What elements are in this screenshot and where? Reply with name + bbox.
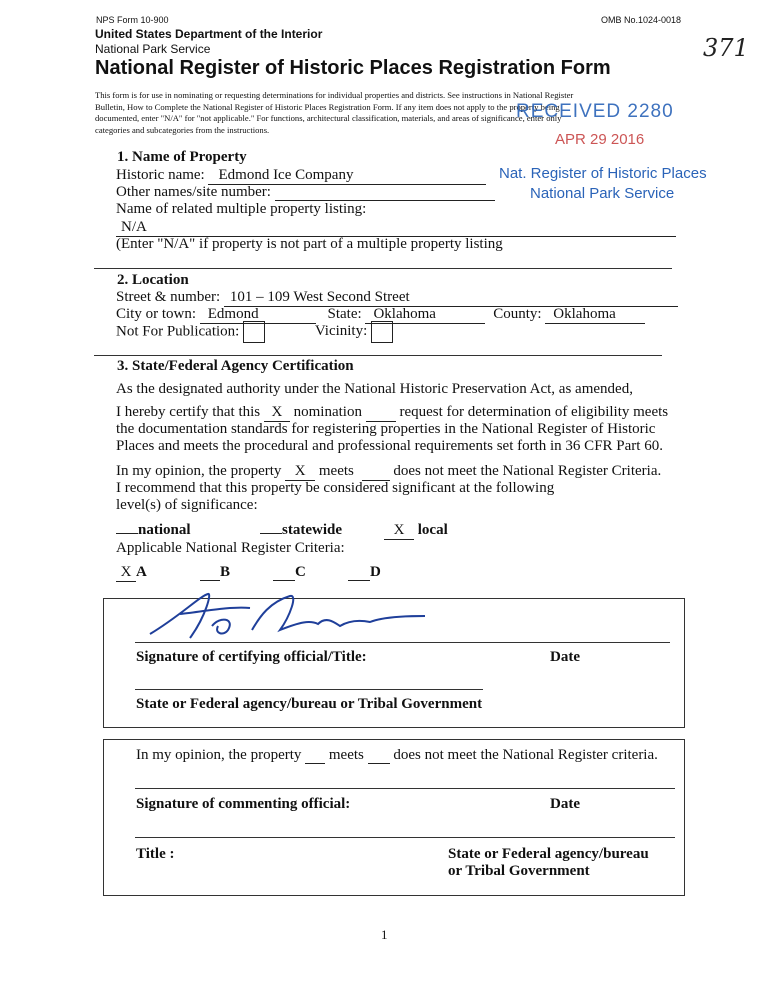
determination-label: request for determination of eligibility meets (399, 404, 669, 420)
signature-line (135, 642, 670, 643)
opinion-line (116, 463, 661, 481)
opinion-text: In my opinion, the property (116, 463, 282, 479)
multiple-listing-field[interactable]: N/A (116, 219, 676, 237)
section2-heading: 2. Location (117, 272, 189, 288)
comment-date-label: Date (550, 796, 580, 812)
city-field[interactable]: Edmond (200, 306, 316, 324)
page-number: 1 (381, 927, 388, 942)
not-for-publication-label: Not For Publication: (116, 323, 240, 340)
comment-signature-line (135, 788, 675, 789)
comment-agency-line2: or Tribal Government (448, 863, 590, 879)
received-stamp: RECEIVED 2280 (516, 101, 674, 122)
historic-name-row (116, 167, 486, 185)
comment-does-not-meet-label: does not meet the National Register criteria. (393, 747, 658, 763)
street-label: Street & number: (116, 289, 221, 305)
criterion-d[interactable] (348, 564, 381, 581)
vicinity-checkbox[interactable] (371, 321, 393, 343)
meets-mark[interactable]: X (285, 463, 315, 481)
other-names-field[interactable] (275, 184, 495, 201)
state-field[interactable]: Oklahoma (365, 306, 485, 324)
does-not-meet-mark[interactable] (362, 466, 390, 481)
comment-meets-label: meets (328, 747, 364, 763)
service-name: National Park Service (95, 42, 211, 56)
street-row (116, 289, 678, 307)
agency-line (135, 689, 483, 690)
comment-title-line (135, 837, 675, 838)
section1-heading: 1. Name of Property (117, 149, 247, 165)
signature-image (140, 586, 430, 646)
handwritten-number: 371 (703, 34, 749, 62)
criterion-b[interactable] (200, 564, 230, 581)
stamp-service-line: National Park Service (530, 185, 675, 202)
comment-does-not-meet-mark[interactable] (368, 749, 390, 764)
national-mark[interactable] (116, 533, 138, 534)
stamp-register-line: Nat. Register of Historic Places (499, 165, 707, 182)
national-label: national (138, 522, 191, 538)
omb-number: OMB No.1024-0018 (601, 15, 682, 25)
criterion-d-label: D (370, 564, 381, 580)
nomination-mark[interactable]: X (264, 404, 290, 422)
level-text: level(s) of significance: (116, 497, 258, 513)
comment-opinion-text: In my opinion, the property (136, 747, 302, 763)
multiple-listing-label: Name of related multiple property listing: (116, 201, 367, 217)
recommend-text: I recommend that this property be considered significant at the following (116, 480, 555, 496)
vicinity-label: Vicinity: (314, 323, 368, 340)
determination-mark[interactable] (366, 407, 396, 422)
comment-meets-mark[interactable] (305, 749, 325, 764)
form-number: NPS Form 10-900 (96, 15, 169, 25)
instructions-line: categories and subcategories from the instructions. (95, 124, 270, 135)
instructions-line: This form is for use in nominating or requesting determinations for individual properties and districts. See instructions in National Register (95, 90, 574, 100)
statewide-label: statewide (282, 522, 342, 538)
other-names-row (116, 184, 495, 201)
level-national[interactable] (116, 522, 191, 539)
publication-row (116, 321, 393, 343)
historic-name-field[interactable]: Edmond Ice Company (208, 167, 486, 185)
meets-label: meets (318, 463, 354, 479)
multiple-listing-row (116, 219, 676, 237)
county-field[interactable]: Oklahoma (545, 306, 645, 324)
certify-line (116, 404, 668, 422)
multiple-listing-note: (Enter "N/A" if property is not part of a multiple property listing (116, 236, 503, 252)
criterion-b-label: B (220, 564, 231, 580)
criterion-b-mark[interactable] (200, 566, 220, 581)
street-field[interactable]: 101 – 109 West Second Street (224, 289, 678, 307)
received-date-stamp: APR 29 2016 (555, 131, 645, 148)
does-not-meet-label: does not meet the National Register Criteria. (393, 463, 662, 479)
criterion-c[interactable] (273, 564, 306, 581)
section-divider (94, 355, 662, 356)
certification-authority-text: As the designated authority under the National Historic Preservation Act, as amended, (116, 381, 633, 397)
nomination-label: nomination (293, 404, 362, 420)
department-name: United States Department of the Interior (95, 27, 323, 41)
state-label: State: (327, 306, 362, 322)
standards-text: the documentation standards for registering properties in the National Register of Historic (116, 421, 656, 437)
criterion-a[interactable] (116, 564, 147, 582)
county-label: County: (493, 306, 542, 322)
comment-title-label: Title : (136, 846, 175, 862)
instructions-line: Bulletin, How to Complete the National Register of Historic Places Registration Form. If any item does not apply to the property being (95, 101, 560, 112)
not-for-publication-checkbox[interactable] (243, 321, 265, 343)
section-divider (94, 268, 672, 269)
historic-name-label: Historic name: (116, 167, 205, 183)
criterion-d-mark[interactable] (348, 566, 370, 581)
local-mark[interactable]: X (384, 522, 414, 540)
level-statewide[interactable] (260, 522, 342, 539)
comment-signature-label: Signature of commenting official: (136, 796, 351, 812)
comment-opinion-line (136, 747, 658, 764)
criterion-a-label: A (136, 564, 147, 580)
local-label: local (417, 522, 448, 538)
level-local[interactable] (384, 522, 448, 540)
criterion-a-mark[interactable]: X (116, 564, 136, 582)
signature-official-label: Signature of certifying official/Title: (136, 649, 367, 665)
instructions (95, 90, 573, 136)
criterion-c-mark[interactable] (273, 566, 295, 581)
agency-label: State or Federal agency/bureau or Tribal Government (136, 696, 483, 712)
other-names-label: Other names/site number: (116, 184, 271, 200)
comment-agency-line1: State or Federal agency/bureau (448, 846, 649, 862)
section3-heading: 3. State/Federal Agency Certification (117, 358, 354, 374)
certify-text: I hereby certify that this (116, 404, 261, 420)
requirements-text: Places and meets the procedural and professional requirements set forth in 36 CFR Part 60. (116, 438, 663, 454)
instructions-line: documented, enter "N/A" for "not applicable." For functions, architectural classification, materials, and areas of significance, enter only (95, 113, 562, 123)
criterion-c-label: C (295, 564, 306, 580)
city-label: City or town: (116, 306, 197, 322)
criteria-label: Applicable National Register Criteria: (116, 540, 345, 556)
form-title: National Register of Historic Places Registration Form (95, 57, 611, 79)
signature-date-label: Date (550, 649, 580, 665)
statewide-mark[interactable] (260, 533, 282, 534)
